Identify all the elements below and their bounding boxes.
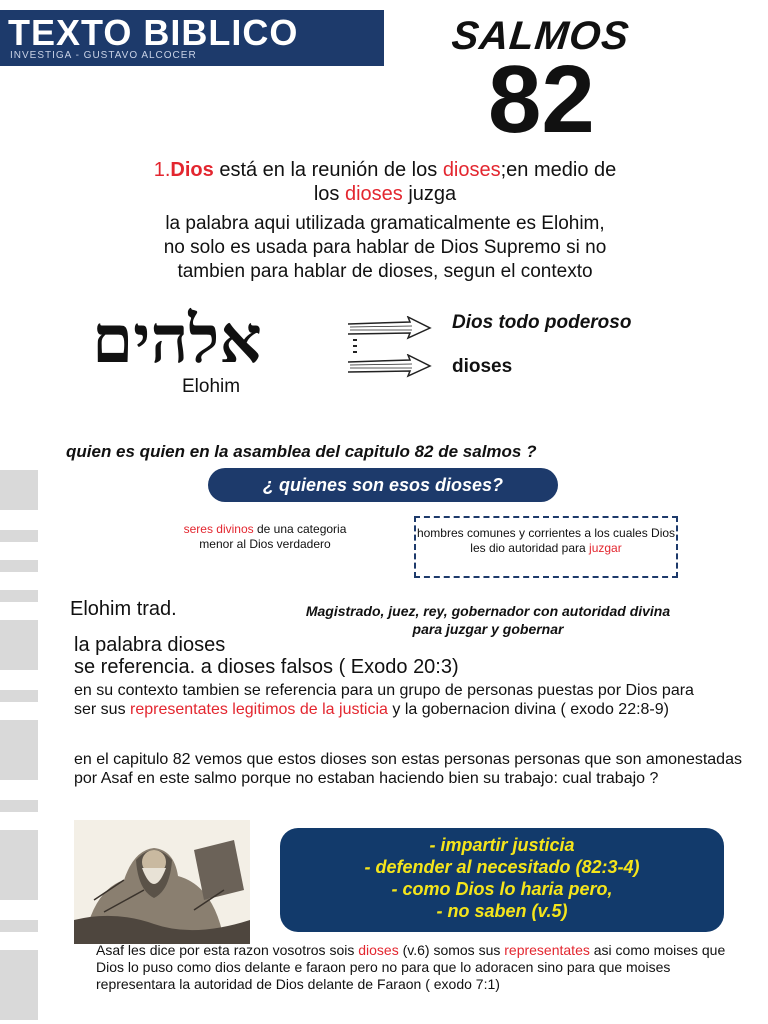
header-badge (0, 10, 384, 66)
task-item: - como Dios lo haria pero, (391, 879, 613, 899)
elohim-watermark-graphic (0, 460, 40, 1024)
option-highlight: seres divinos (183, 522, 254, 536)
header-title: TEXTO BIBLICO (8, 12, 299, 53)
hebrew-transliteration: Elohim (182, 376, 241, 397)
task-item: - defender al necesitado (82:3-4) (364, 857, 640, 877)
verse-word-dioses: dioses (344, 183, 403, 205)
chapter-number: 82 (488, 46, 595, 153)
verse-part: juzga (402, 183, 457, 205)
verse-word-dioses: dioses (442, 159, 501, 181)
book-name: SALMOS (449, 14, 632, 58)
verse-part: ;en medio de (500, 159, 617, 181)
dots-icon (352, 338, 358, 356)
translation-line: Magistrado, juez, rey, gobernador con autoridad divina (305, 603, 671, 619)
verse-word-dios: Dios (170, 159, 214, 181)
context-text: y la gobernacion divina ( exodo 22:8-9) (387, 701, 669, 718)
verse-number: 1. (153, 159, 171, 181)
option-text: de una categoria menor al Dios verdadero (199, 522, 347, 551)
verse-part: los (313, 183, 345, 205)
final-text: Asaf les dice por esta razon vosotros sois (96, 942, 359, 958)
option-common-men (414, 516, 678, 578)
translation-label: Elohim trad. (70, 598, 177, 620)
arrow-right-icon (346, 354, 432, 380)
task-item: - no saben (v.5) (436, 901, 568, 921)
dioses-false-gods: se referencia. a dioses falsos ( Exodo 20:3) (74, 656, 459, 678)
explanation-line: la palabra aqui utilizada gramaticalmente es Elohim, (165, 213, 605, 234)
explanation-line: no solo es usada para hablar de Dios Supremo si no (163, 237, 607, 258)
explanation (30, 212, 740, 284)
option-text: hombres comunes y corrientes a los cuales Dios les dio autoridad para (416, 526, 676, 555)
translation-definition (238, 602, 738, 638)
final-paragraph (96, 942, 736, 993)
context-highlight: representates legitimos de la justicia (130, 701, 388, 718)
final-text: (v.6) somos sus (398, 942, 505, 958)
option-divine-beings (180, 522, 350, 552)
hebrew-word: אלהים (92, 300, 262, 378)
arrow-right-icon (346, 316, 432, 342)
question-text: quien es quien en la asamblea del capitulo 82 de salmos ? (66, 442, 537, 461)
dioses-heading: la palabra dioses (74, 634, 226, 656)
explanation-line: tambien para hablar de dioses, segun el contexto (177, 261, 593, 282)
question-pill: ¿ quienes son esos dioses? (208, 468, 558, 502)
meaning-almighty: Dios todo poderoso (452, 312, 632, 333)
verse-part: está en la reunión de los (213, 159, 443, 181)
meaning-gods: dioses (452, 356, 513, 377)
tasks-box (280, 828, 724, 932)
header-subtitle: INVESTIGA - GUSTAVO ALCOCER (10, 50, 197, 61)
task-item: - impartir justicia (429, 835, 575, 855)
final-text: asi como moises que Dios lo puso como dios delante e faraon pero no para que lo adoracen sino para que moises representara la autoridad de Dios delante de Faraon ( exodo 7:1) (96, 942, 726, 992)
asaf-engraving-image (74, 820, 250, 944)
final-highlight: representates (504, 942, 590, 958)
translation-line: para juzgar y gobernar (412, 621, 564, 637)
verse-text (40, 158, 730, 206)
chapter-note: en el capitulo 82 vemos que estos dioses son estas personas personas que son amonestadas por Asaf en este salmo porque no estaban haciendo bien su trabajo: cual trabajo ? (74, 751, 742, 787)
final-highlight: dioses (358, 942, 399, 958)
dioses-context (74, 681, 714, 719)
option-highlight: juzgar (589, 541, 622, 555)
context-text: en su contexto tambien se referencia para un grupo de personas puestas por Dios para ser sus (74, 682, 694, 718)
